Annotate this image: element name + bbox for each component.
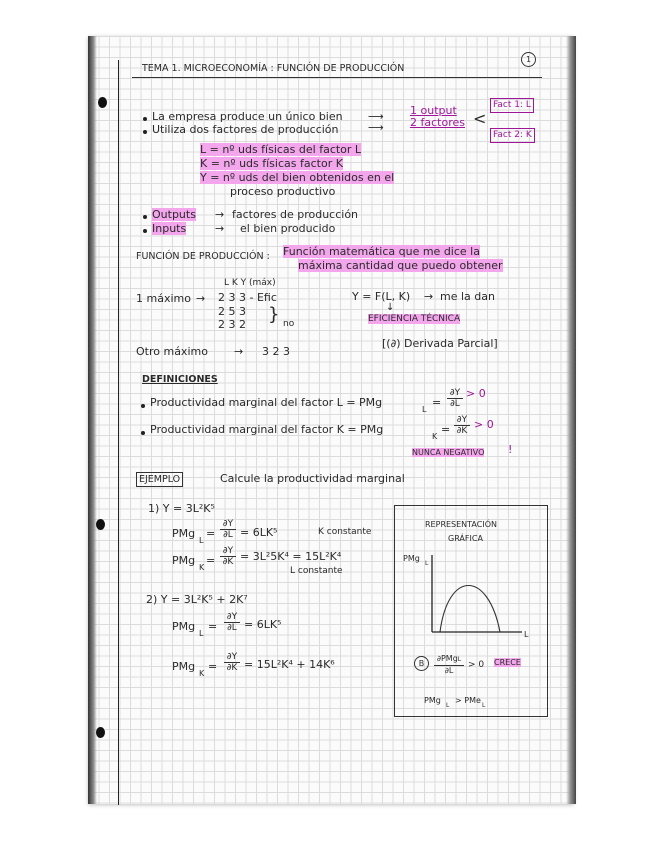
- grafica-bottom: PMg: [424, 696, 441, 705]
- ex2-pmgk-rhs: = 15L²K⁴ + 14K⁶: [244, 658, 335, 671]
- grafica-y-axis-sub: L: [425, 560, 429, 567]
- ex1-pmgl-sub: L: [199, 536, 204, 545]
- binder-hole: [98, 97, 107, 108]
- ex2-pmgl-lhs: PMg: [172, 620, 196, 633]
- funcion-desc-2: máxima cantidad que puedo obtener: [298, 259, 503, 272]
- intro-line2: Utiliza dos factores de producción: [152, 123, 339, 136]
- pmg-k-tail: > 0: [474, 418, 494, 431]
- bullet-icon: [143, 117, 147, 121]
- equals-sign: =: [432, 396, 442, 409]
- bullet-icon: [143, 130, 147, 134]
- down-arrow-icon: ↓: [386, 302, 395, 313]
- bullet-icon: [141, 431, 145, 435]
- definiciones-heading: DEFINICIONES: [142, 374, 218, 385]
- inputs-desc: el bien producido: [240, 222, 336, 235]
- fraction-numerator: ∂Y: [456, 415, 468, 425]
- ex1-pmgl-note: K constante: [318, 527, 372, 537]
- derivada-note: [(∂) Derivada Parcial]: [382, 337, 498, 350]
- equals-sign: =: [206, 554, 216, 567]
- arrow-icon: →: [234, 345, 244, 358]
- page-left-edge: [88, 36, 97, 804]
- table-header: L K Y (máx): [224, 278, 276, 288]
- no-label: no: [283, 319, 295, 329]
- ejemplo-label: EJEMPLO: [136, 472, 183, 487]
- otro-maximo: Otro máximo: [136, 345, 208, 358]
- pmg-k-definition: Productividad marginal del factor K = PMg: [150, 423, 384, 436]
- note-fraction: [434, 654, 464, 676]
- equals-sign: =: [208, 620, 218, 633]
- page-right-edge: [566, 36, 576, 804]
- bullet-icon: [143, 229, 147, 233]
- grafica-title-1: REPRESENTACIÓN: [425, 520, 497, 529]
- fraction-denominator: ∂L: [224, 622, 240, 633]
- fraction-numerator: ∂Y: [226, 612, 238, 622]
- funcion-heading: FUNCIÓN DE PRODUCCIÓN :: [136, 251, 270, 262]
- pmg-l-tail: > 0: [466, 387, 486, 400]
- outputs-label: Outputs: [152, 208, 196, 221]
- ex2-pmgk-lhs: PMg: [172, 660, 196, 673]
- ex2-pmgl-sub: L: [199, 629, 204, 638]
- ex1-pmgl-fraction: [220, 519, 236, 540]
- fraction-numerator: ∂Y: [222, 546, 234, 556]
- crece-label: CRECE: [494, 658, 521, 667]
- equals-sign: =: [206, 527, 216, 540]
- grafica-axes-svg: [430, 550, 530, 640]
- page-title: TEMA 1. MICROECONOMÍA : FUNCIÓN DE PRODUCCIÓN: [142, 63, 405, 74]
- nunca-negativo: NUNCA NEGATIVO: [412, 448, 485, 457]
- fraction-denominator: ∂K: [220, 556, 236, 567]
- ex1-pmgk-rhs: = 3L²5K⁴ = 15L²K⁴: [240, 550, 342, 563]
- brace-icon: <: [473, 109, 487, 128]
- ex2-pmgl-fraction: [224, 612, 240, 633]
- fraction-denominator: ∂K: [454, 425, 470, 436]
- pmg-k-fraction: [454, 415, 470, 436]
- outputs-desc: factores de producción: [232, 208, 359, 221]
- arrow-icon: ⟶: [368, 121, 384, 134]
- fraction-denominator: ∂L: [447, 398, 463, 409]
- grafica-bottom-tail: > PMe: [455, 696, 481, 705]
- ex1-pmgk-lhs: PMg: [172, 554, 196, 567]
- ex1-pmgk-fraction: [220, 546, 236, 567]
- maximo-label: 1 máximo: [136, 292, 191, 305]
- table-row-2: 2 5 3: [218, 305, 246, 318]
- binder-hole: [96, 727, 105, 738]
- otro-valor: 3 2 3: [262, 345, 290, 358]
- note-gt: > 0: [468, 660, 485, 670]
- fraction-numerator: ∂PMgL: [436, 654, 462, 663]
- formula: Y = F(L, K): [352, 290, 411, 303]
- fraction-numerator: ∂Y: [222, 519, 234, 529]
- equals-sign: =: [208, 660, 218, 673]
- ejemplo-title: Calcule la productividad marginal: [220, 472, 405, 485]
- fraction-denominator: ∂L: [220, 529, 236, 540]
- fact2-label: Fact 2: K: [490, 128, 535, 143]
- var-y-definition-cont: proceso productivo: [230, 185, 336, 198]
- ex1-equation: 1) Y = 3L²K⁵: [148, 502, 215, 515]
- pmg-curve: [440, 586, 500, 633]
- var-l-definition: L = nº uds físicas del factor L: [200, 143, 362, 156]
- page-number: 1: [521, 52, 536, 67]
- ex1-pmgl-lhs: PMg: [172, 527, 196, 540]
- arrow-icon: →: [424, 290, 434, 303]
- intro-line2-result: 2 factores: [410, 116, 465, 129]
- funcion-desc-1: Función matemática que me dice la: [283, 245, 480, 258]
- pmg-l-definition: Productividad marginal del factor L = PMg: [150, 396, 383, 409]
- grafica-y-axis: PMg: [403, 554, 420, 563]
- pmg-l-fraction: [447, 388, 463, 409]
- var-y-definition: Y = nº uds del bien obtenidos en el: [200, 171, 395, 184]
- arrow-icon: →: [215, 222, 225, 235]
- bracket-icon: }: [268, 304, 280, 325]
- arrow-icon: ⟶: [368, 110, 384, 123]
- grafica-bottom-sub: L: [446, 702, 450, 709]
- grafica-title-2: GRÁFICA: [448, 534, 483, 543]
- arrow-icon: →: [196, 292, 206, 305]
- intro-line1: La empresa produce un único bien: [152, 110, 343, 123]
- fraction-numerator: ∂Y: [226, 652, 238, 662]
- fraction-denominator: ∂K: [224, 662, 240, 673]
- table-row-1: 2 3 3 - Efic: [218, 291, 277, 304]
- inputs-label: Inputs: [152, 222, 187, 235]
- eficiencia-tecnica: EFICIENCIA TÉCNICA: [368, 314, 461, 324]
- formula-tail: me la dan: [440, 290, 495, 303]
- fact1-label: Fact 1: L: [490, 98, 534, 113]
- ex1-pmgk-note: L constante: [290, 566, 343, 576]
- bullet-icon: [143, 215, 147, 219]
- header-line: [132, 77, 542, 78]
- ex1-pmgk-sub: K: [199, 563, 205, 572]
- var-k-definition: K = nº uds físicas factor K: [200, 157, 343, 170]
- pmg-l-subscript: L: [422, 405, 427, 414]
- bullet-icon: [141, 404, 145, 408]
- ex2-pmgk-sub: K: [199, 669, 205, 678]
- arrow-icon: →: [215, 208, 225, 221]
- grafica-x-axis: L: [524, 630, 529, 639]
- ex2-pmgl-rhs: = 6LK⁵: [244, 618, 282, 631]
- ex1-pmgl-rhs: = 6LK⁵: [240, 526, 278, 539]
- ex2-pmgk-fraction: [224, 652, 240, 673]
- table-row-3: 2 3 2: [218, 318, 246, 331]
- binder-hole: [96, 519, 105, 530]
- exclamation: !: [508, 443, 513, 456]
- margin-line: [118, 60, 119, 805]
- ex2-equation: 2) Y = 3L²K⁵ + 2K⁷: [146, 593, 248, 606]
- note-circled: B: [414, 656, 429, 671]
- intro-line1-result: 1 output: [410, 104, 457, 117]
- fraction-numerator: ∂Y: [449, 388, 461, 398]
- equals-sign: =: [441, 423, 451, 436]
- grafica-bottom-tail-sub: L: [482, 702, 486, 709]
- fraction-denominator: ∂L: [434, 665, 464, 676]
- pmg-k-subscript: K: [432, 432, 438, 441]
